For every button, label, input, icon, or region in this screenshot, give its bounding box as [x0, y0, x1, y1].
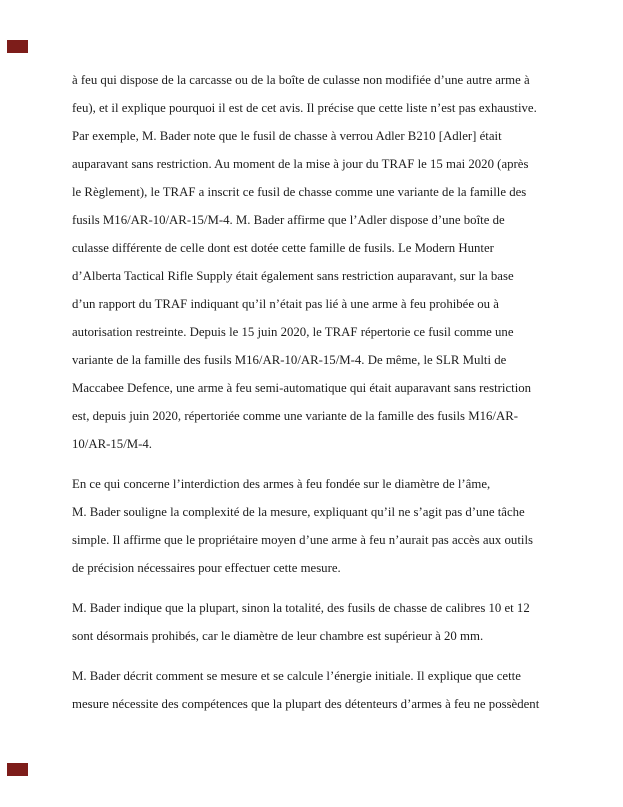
paragraph	[72, 470, 568, 582]
text-line: mesure nécessite des compétences que la plupart des détenteurs d’armes à feu ne possèdent	[72, 697, 540, 711]
text-line: est, depuis juin 2020, répertoriée comme une variante de la famille des fusils M16/AR-	[72, 409, 518, 423]
text-line: sont désormais prohibés, car le diamètre de leur chambre est supérieur à 20 mm.	[72, 629, 484, 643]
redaction-mark-bottom	[7, 763, 28, 776]
text-line: En ce qui concerne l’interdiction des armes à feu fondée sur le diamètre de l’âme,	[72, 477, 491, 491]
paragraph	[72, 66, 568, 458]
text-line: d’un rapport du TRAF indiquant qu’il n’était pas lié à une arme à feu prohibée ou à	[72, 297, 499, 311]
text-line: culasse différente de celle dont est dotée cette famille de fusils. Le Modern Hunter	[72, 241, 494, 255]
text-line: M. Bader indique que la plupart, sinon la totalité, des fusils de chasse de calibres 10 et 12	[72, 601, 530, 615]
paragraph	[72, 594, 568, 650]
text-line: d’Alberta Tactical Rifle Supply était également sans restriction auparavant, sur la base	[72, 269, 514, 283]
text-line: auparavant sans restriction. Au moment de la mise à jour du TRAF le 15 mai 2020 (après	[72, 157, 529, 171]
text-line: Maccabee Defence, une arme à feu semi-automatique qui était auparavant sans restriction	[72, 381, 532, 395]
text-line: M. Bader souligne la complexité de la mesure, expliquant qu’il ne s’agit pas d’une tâche	[72, 505, 525, 519]
text-line: variante de la famille des fusils M16/AR-10/AR-15/M-4. De même, le SLR Multi de	[72, 353, 507, 367]
paragraph	[72, 662, 568, 718]
text-line: 10/AR-15/M-4.	[72, 437, 152, 451]
text-line: M. Bader décrit comment se mesure et se calcule l’énergie initiale. Il explique que cette	[72, 669, 521, 683]
text-line: le Règlement), le TRAF a inscrit ce fusil de chasse comme une variante de la famille des	[72, 185, 527, 199]
text-line: Par exemple, M. Bader note que le fusil de chasse à verrou Adler B210 [Adler] était	[72, 129, 502, 143]
document-text	[72, 66, 568, 718]
redaction-mark-top	[7, 40, 28, 53]
text-line: feu), et il explique pourquoi il est de cet avis. Il précise que cette liste n’est pas exhaustive.	[72, 101, 537, 115]
text-line: autorisation restreinte. Depuis le 15 juin 2020, le TRAF répertorie ce fusil comme une	[72, 325, 514, 339]
text-line: simple. Il affirme que le propriétaire moyen d’une arme à feu n’aurait pas accès aux outils	[72, 533, 533, 547]
text-line: fusils M16/AR-10/AR-15/M-4. M. Bader affirme que l’Adler dispose d’une boîte de	[72, 213, 505, 227]
text-line: à feu qui dispose de la carcasse ou de la boîte de culasse non modifiée d’une autre arme à	[72, 73, 530, 87]
text-line: de précision nécessaires pour effectuer cette mesure.	[72, 561, 341, 575]
